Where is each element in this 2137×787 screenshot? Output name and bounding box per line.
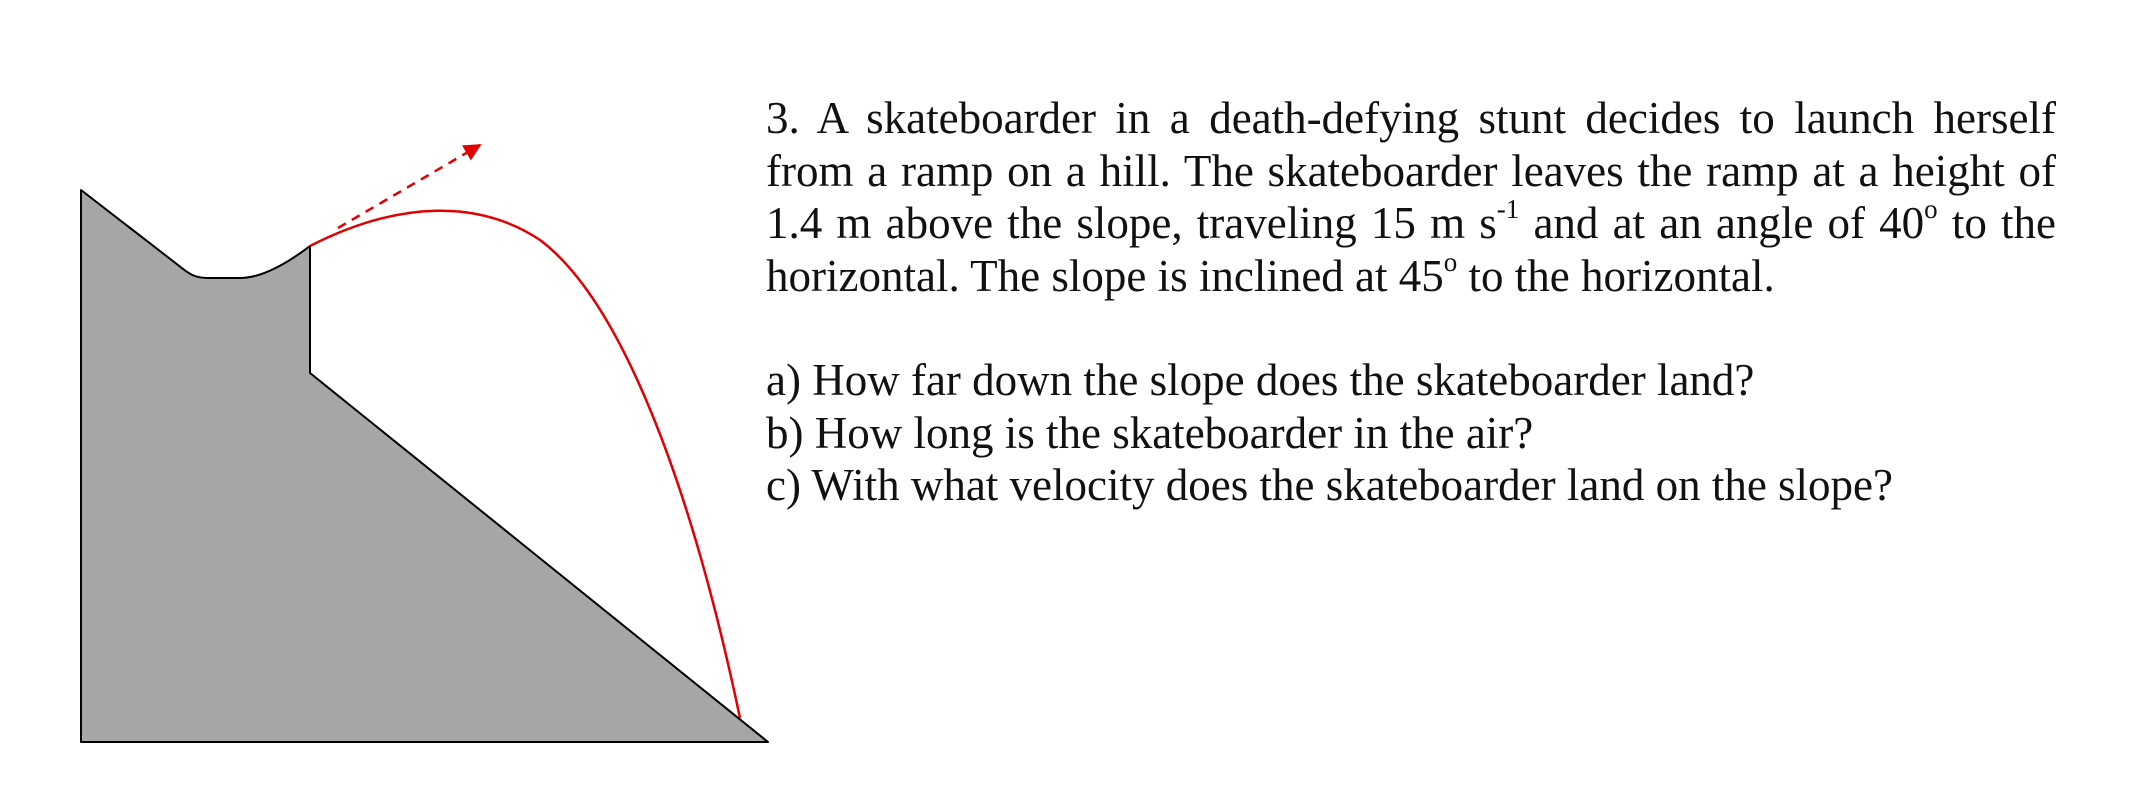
- statement-text-3: to the horizontal. The slope is inclined at 45: [766, 198, 2056, 301]
- launch-velocity-arrow: [338, 145, 480, 228]
- degree-mark-launch: o: [1924, 194, 1938, 224]
- question-list: [766, 354, 2056, 512]
- statement-text-4: to the horizontal.: [1457, 250, 1775, 301]
- unit-exponent: -1: [1496, 194, 1520, 224]
- problem-text: [766, 92, 2056, 512]
- degree-mark-slope: o: [1443, 246, 1458, 277]
- statement-text-1: 3. A skateboarder in a death-defying stunt decides to launch herself from a ramp on a hill. The skateboarder leaves the ramp at a height of 1.4 m above the slope, traveling 15 m s: [766, 93, 2056, 248]
- statement-text-2: and at an angle of 40: [1519, 198, 1925, 248]
- hill-with-ramp: [81, 190, 768, 742]
- question-a: a) How far down the slope does the skateboarder land?: [766, 355, 1755, 405]
- question-b: b) How long is the skateboarder in the air?: [766, 407, 1534, 458]
- question-c: c) With what velocity does the skateboarder land on the slope?: [766, 460, 1893, 510]
- problem-statement: [766, 92, 2056, 302]
